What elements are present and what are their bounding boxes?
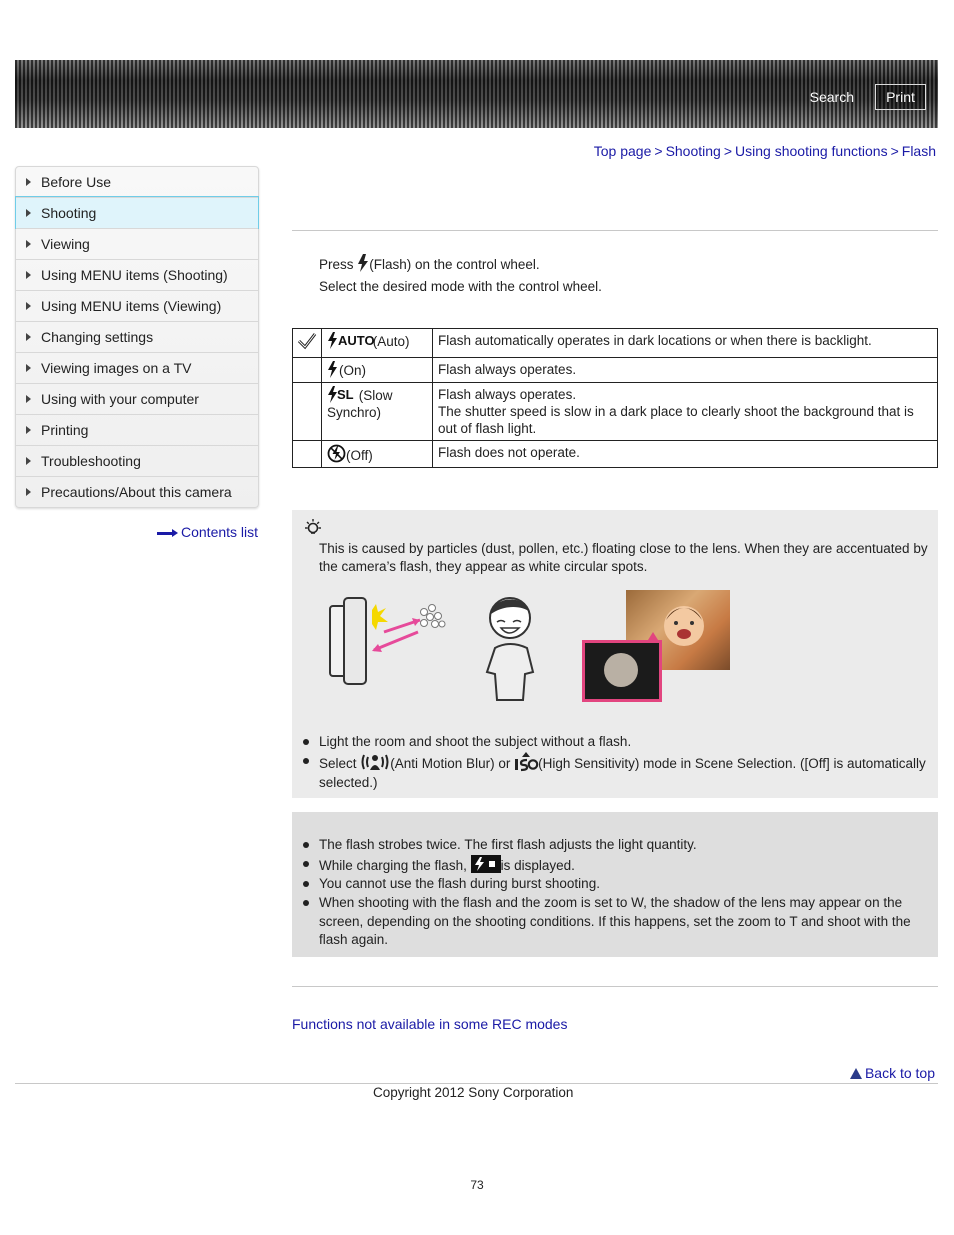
triangle-right-icon bbox=[26, 209, 31, 217]
pointer-triangle-icon bbox=[648, 632, 658, 640]
breadcrumb-separator: > bbox=[654, 143, 663, 159]
table-row bbox=[293, 441, 938, 468]
mode-name: (Off) bbox=[346, 448, 373, 463]
default-check-cell bbox=[293, 329, 322, 358]
breadcrumb-separator: > bbox=[890, 143, 899, 159]
sidebar-item-label: Viewing bbox=[41, 236, 90, 252]
mode-description: Flash does not operate. bbox=[433, 441, 938, 468]
hint-text: This is caused by particles (dust, pollen, etc.) floating close to the lens. When they are accentuated by the camera’s flash, they appear as white circular spots. bbox=[319, 541, 928, 574]
empty-cell bbox=[293, 383, 322, 441]
sidebar-item-shooting[interactable] bbox=[16, 197, 258, 228]
triangle-right-icon bbox=[26, 364, 31, 372]
sidebar-item-label: Using MENU items (Shooting) bbox=[41, 267, 228, 283]
contents-list-link[interactable] bbox=[157, 524, 258, 540]
hint-bullet-2-prefix: Select bbox=[319, 756, 361, 771]
empty-cell bbox=[293, 358, 322, 383]
hint-bullet-1: Light the room and shoot the subject without a flash. bbox=[319, 733, 934, 752]
note-4: When shooting with the flash and the zoom is set to W, the shadow of the lens may appear on the screen, depending on the shooting conditions. If this happens, set the zoom to T and shoot with the flash again. bbox=[319, 894, 934, 950]
mode-cell-off bbox=[322, 441, 433, 468]
triangle-right-icon bbox=[26, 240, 31, 248]
lightbulb-hint-icon bbox=[303, 518, 323, 538]
triangle-right-icon bbox=[26, 426, 31, 434]
sidebar-item-menu-viewing[interactable] bbox=[16, 290, 258, 321]
header-banner bbox=[15, 60, 938, 128]
copyright-text: Copyright 2012 Sony Corporation bbox=[373, 1085, 574, 1100]
triangle-right-icon bbox=[26, 333, 31, 341]
sidebar-item-label: Before Use bbox=[41, 174, 112, 190]
step-2: Select the desired mode with the control wheel. bbox=[319, 279, 602, 294]
triangle-right-icon bbox=[26, 302, 31, 310]
breadcrumb-using-shooting-functions[interactable]: Using shooting functions bbox=[735, 143, 888, 159]
note-2 bbox=[319, 855, 934, 876]
sidebar-item-menu-shooting[interactable] bbox=[16, 259, 258, 290]
mode-name: (On) bbox=[339, 363, 366, 378]
empty-cell bbox=[293, 441, 322, 468]
flash-slow-synchro-icon-text: SL bbox=[337, 387, 354, 402]
breadcrumb bbox=[594, 143, 936, 159]
sidebar-item-changing-settings[interactable] bbox=[16, 321, 258, 352]
sidebar-nav bbox=[15, 166, 259, 508]
functions-not-available-link[interactable]: Functions not available in some REC modes bbox=[292, 1016, 568, 1032]
camera-flash-illustration bbox=[322, 592, 452, 702]
sidebar-item-troubleshooting[interactable] bbox=[16, 445, 258, 476]
sidebar-item-label: Precautions/About this camera bbox=[41, 484, 232, 500]
triangle-right-icon bbox=[26, 178, 31, 186]
sidebar-item-viewing[interactable] bbox=[16, 228, 258, 259]
sidebar-item-label: Troubleshooting bbox=[41, 453, 141, 469]
hint-bullet-2 bbox=[319, 752, 934, 792]
mode-cell-slow-synchro bbox=[322, 383, 433, 441]
mode-description: Flash automatically operates in dark locations or when there is backlight. bbox=[433, 329, 938, 358]
divider bbox=[292, 986, 938, 987]
page-number: 73 bbox=[470, 1178, 484, 1192]
note-1: The flash strobes twice. The first flash adjusts the light quantity. bbox=[319, 836, 934, 855]
mode-description-line: The shutter speed is slow in a dark place to clearly shoot the background that is out of flash light. bbox=[438, 404, 914, 436]
high-sensitivity-iso-icon bbox=[514, 752, 538, 771]
photo-example bbox=[582, 590, 732, 700]
breadcrumb-shooting[interactable]: Shooting bbox=[665, 143, 721, 159]
sidebar-item-label: Using MENU items (Viewing) bbox=[41, 298, 222, 314]
flash-on-icon bbox=[327, 361, 339, 378]
print-button[interactable]: Print bbox=[875, 84, 926, 110]
anti-motion-blur-icon bbox=[360, 753, 390, 771]
notes-box bbox=[292, 812, 938, 957]
arrow-right-icon bbox=[157, 529, 179, 537]
flash-mode-table bbox=[292, 328, 938, 468]
flash-auto-icon-text: AUTO bbox=[338, 333, 375, 348]
breadcrumb-separator: > bbox=[723, 143, 733, 159]
dust-orb bbox=[604, 653, 638, 687]
sidebar-item-computer[interactable] bbox=[16, 383, 258, 414]
breadcrumb-flash[interactable]: Flash bbox=[901, 143, 936, 159]
sidebar-item-label: Changing settings bbox=[41, 329, 154, 345]
triangle-right-icon bbox=[26, 271, 31, 279]
step-1-prefix: Press bbox=[319, 257, 358, 272]
checkmark-icon bbox=[297, 332, 317, 350]
step-1-suffix: (Flash) on the control wheel. bbox=[369, 257, 540, 272]
sidebar-item-label: Printing bbox=[41, 422, 89, 438]
table-row bbox=[293, 329, 938, 358]
back-to-top-link[interactable] bbox=[850, 1065, 935, 1081]
sidebar-item-label: Shooting bbox=[41, 205, 97, 221]
sidebar-item-precautions[interactable] bbox=[16, 476, 258, 507]
footer-divider bbox=[15, 1083, 938, 1084]
flash-charging-icon bbox=[471, 855, 501, 873]
sidebar-item-printing[interactable] bbox=[16, 414, 258, 445]
mode-description: Flash always operates. bbox=[433, 358, 938, 383]
flash-auto-icon bbox=[327, 332, 375, 349]
hint-box bbox=[292, 510, 938, 798]
back-to-top-label: Back to top bbox=[864, 1065, 935, 1081]
table-row bbox=[293, 383, 938, 441]
note-2-suffix: is displayed. bbox=[500, 858, 575, 873]
hint-bullet-2-mid: (Anti Motion Blur) or bbox=[390, 756, 515, 771]
triangle-right-icon bbox=[26, 395, 31, 403]
flash-slow-synchro-icon bbox=[327, 386, 355, 403]
sidebar-item-before-use[interactable] bbox=[16, 167, 258, 197]
mode-name: (Slow Synchro) bbox=[327, 388, 393, 420]
arrow-up-icon bbox=[850, 1068, 862, 1079]
mode-description bbox=[433, 383, 938, 441]
sidebar-item-label: Using with your computer bbox=[41, 391, 199, 407]
note-3: You cannot use the flash during burst shooting. bbox=[319, 875, 934, 894]
triangle-right-icon bbox=[26, 457, 31, 465]
mode-name: (Auto) bbox=[372, 334, 410, 349]
mode-cell-auto bbox=[322, 329, 433, 358]
child-illustration bbox=[477, 592, 552, 704]
contents-list-label: Contents list bbox=[181, 524, 259, 540]
breadcrumb-top-page[interactable]: Top page bbox=[593, 143, 652, 159]
table-row bbox=[293, 358, 938, 383]
sidebar-item-label: Viewing images on a TV bbox=[41, 360, 192, 376]
triangle-right-icon bbox=[26, 488, 31, 496]
flash-off-icon bbox=[327, 444, 346, 463]
mode-description-line: Flash always operates. bbox=[438, 387, 577, 402]
sidebar-item-viewing-tv[interactable] bbox=[16, 352, 258, 383]
mode-cell-on bbox=[322, 358, 433, 383]
flash-icon bbox=[357, 254, 369, 272]
search-link[interactable]: Search bbox=[809, 89, 854, 105]
step-1 bbox=[319, 254, 540, 272]
dust-spot-closeup bbox=[582, 640, 662, 702]
hint-bullet-2-suffix: (High Sensitivity) mode in Scene Selection. ([Off] is automatically selected.) bbox=[319, 756, 926, 790]
note-2-prefix: While charging the flash, bbox=[319, 858, 471, 873]
divider bbox=[292, 230, 938, 231]
